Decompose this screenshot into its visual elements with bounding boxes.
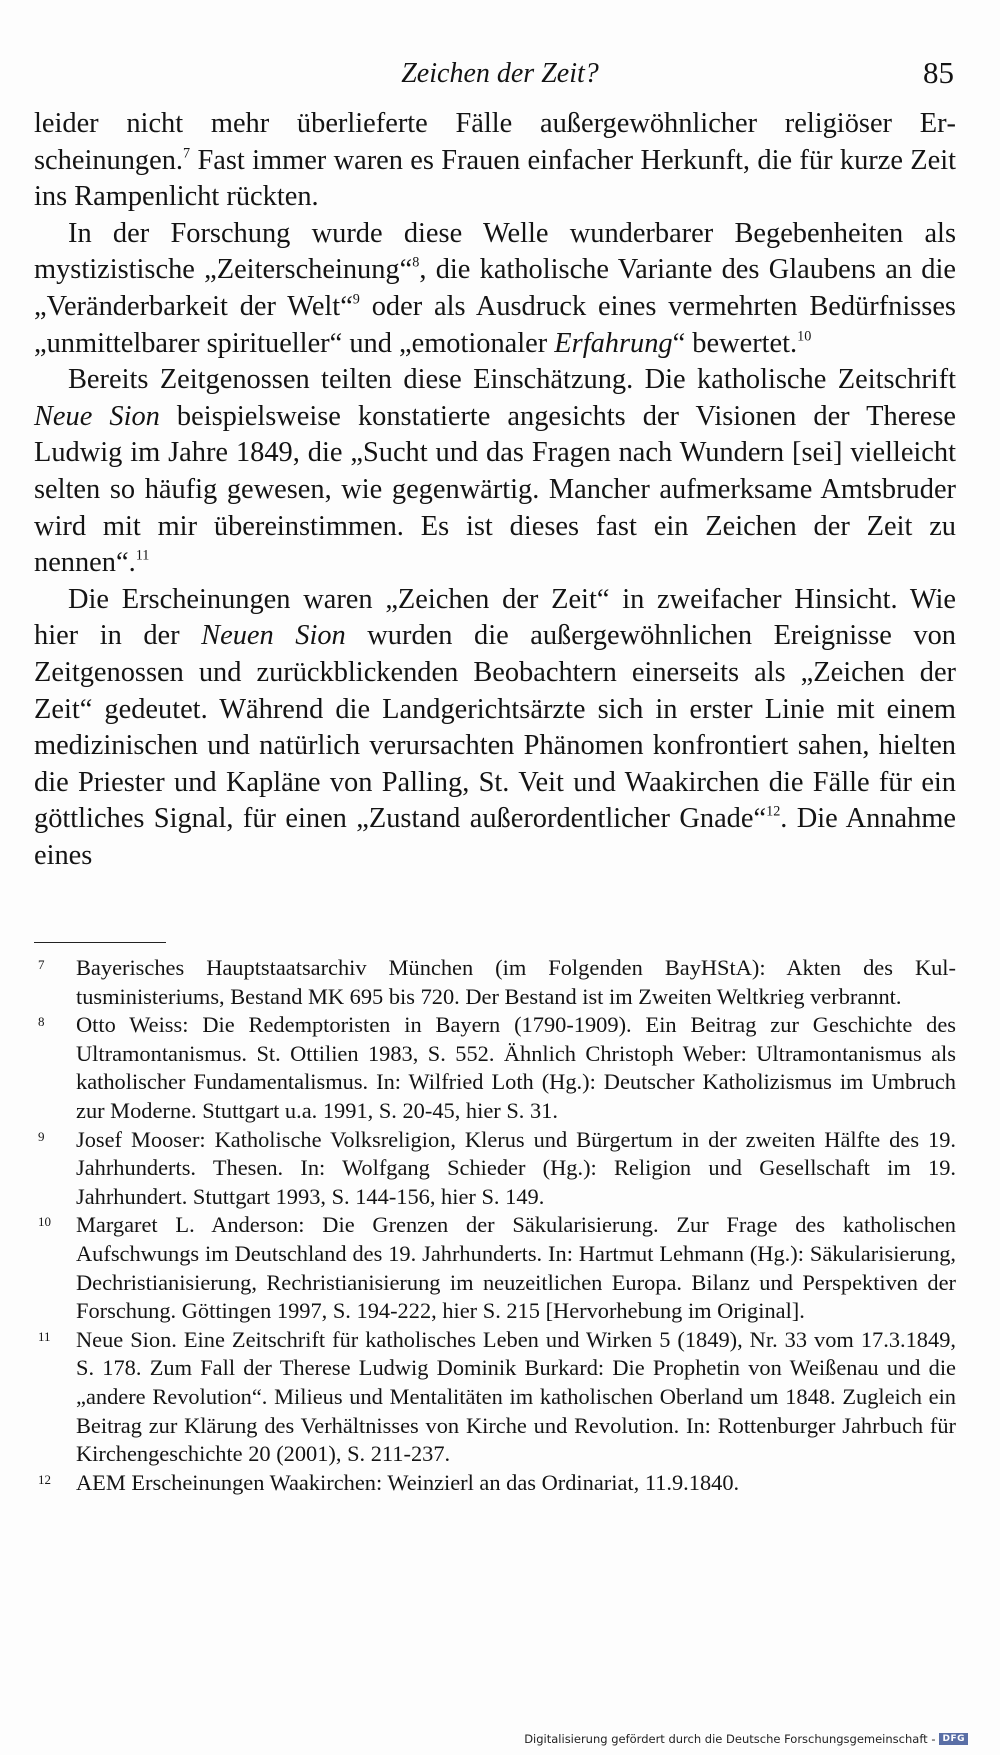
footnote-ref-9[interactable]: 9 [352, 291, 360, 308]
footnote-number: 10 [38, 1214, 51, 1230]
footnote-text: AEM Erscheinungen Waakirchen: Weinzierl an das Ordinariat, 11.9.1840. [76, 1469, 740, 1495]
footnote-11 [34, 1326, 956, 1469]
credit-text: Digitalisierung gefördert durch die Deutsche Forschungsgemeinschaft - [524, 1732, 936, 1746]
footnote-number: 9 [38, 1128, 45, 1144]
paragraph-3: Bereits Zeitgenossen teilten diese Einschätzung. Die katholische Zeitschrift Neue Sion beispielsweise konstatierte angesichts der Visionen der Therese Ludwig im Jahre 1849, die „Sucht und das Fragen nach Wundern [sei] vielleicht selten so häufig gewesen, wie gegenwärtig. Mancher aufmerksame Amtsbruder wird mit mir übereinstimmen. Es ist dieses fast ein Zeichen der Zeit zu nennen“.$^{11}$ [34, 364, 957, 579]
running-title: Zeichen der Zeit? [401, 58, 599, 89]
footnote-text: Neue Sion. Eine Zeitschrift für katholisches Leben und Wirken 5 (1849), Nr. 33 vom 17.3.1849, S. 178. Zum Fall der Therese Ludwig Dominik Burkard: Die Prophetin von Weißenau und die „andere Revolution“. Milieus und Mentalitäten im katholischen Oberland um 1848. Zugleich ein Beitrag zur Klärung des Verhältnisses von Kirche und Revolution. In: Rottenburger Jahrbuch für Kirchengeschichte 20 (2001), S. 211-237. [76, 1326, 956, 1467]
footnote-number: 12 [38, 1471, 51, 1487]
footnote-number: 8 [38, 1014, 45, 1030]
page-number: 85 [923, 55, 954, 90]
footnote-text: Bayerisches Hauptstaatsarchiv München (im Folgenden BayHStA): Akten des Kultusministeriums, Bestand MK 695 bis 720. Der Bestand ist im Zweiten Weltkrieg verbrannt. [76, 955, 956, 1009]
footnote-7 [34, 954, 956, 1011]
footnote-number: 11 [38, 1328, 51, 1344]
footnote-ref-8[interactable]: 8 [412, 255, 420, 272]
footnote-10 [34, 1211, 956, 1325]
footnote-8 [34, 1011, 956, 1125]
running-head [0, 56, 1000, 96]
footnote-text: Otto Weiss: Die Redemptoristen in Bayern (1790-1909). Ein Beitrag zur Geschichte des Ultramontanismus. St. Ottilien 1983, S. 552. Ähnlich Christoph Weber: Ultramontanismus als katholischer Fundamentalismus. In: Wilfried Loth (Hg.): Deutscher Katholizismus im Umbruch zur Moderne. Stuttgart u.a. 1991, S. 20-45, hier S. 31. [76, 1012, 956, 1123]
footnote-ref-7[interactable]: 7 [183, 145, 191, 162]
footnotes [34, 954, 956, 1497]
footnote-text: Josef Mooser: Katholische Volksreligion, Klerus und Bürgertum in der zweiten Hälfte des 19. Jahrhunderts. Thesen. In: Wolfgang Schieder (Hg.): Religion und Gesellschaft im 19. Jahrhundert. Stuttgart 1993, S. 144-156, hier S. 149. [76, 1126, 956, 1209]
footnote-divider [34, 942, 166, 943]
digitization-credit [524, 1732, 968, 1746]
paragraph-1: leider nicht mehr überlieferte Fälle außergewöhnlicher religiöser Erscheinungen.$^7$ Fast immer waren es Frauen einfacher Herkunft, die für kurze Zeit ins Rampenlicht rückten. [34, 108, 956, 213]
footnote-ref-12[interactable]: 12 [766, 803, 781, 820]
footnote-12 [34, 1469, 956, 1498]
footnote-number: 7 [38, 957, 45, 972]
footnote-ref-11[interactable]: 11 [135, 547, 150, 564]
footnote-text: Margaret L. Anderson: Die Grenzen der Säkularisierung. Zur Frage des katholischen Aufschwungs im Deutschland des 19. Jahrhunderts. In: Hartmut Lehmann (Hg.): Säkularisierung, Dechristianisierung, Rechristianisierung im neuzeitlichen Europa. Bilanz und Perspektiven der Forschung. Göttingen 1997, S. 194-222, hier S. 215 [Hervorhebung im Original]. [76, 1212, 956, 1324]
footnote-ref-10[interactable]: 10 [797, 328, 812, 345]
paragraph-2: In der Forschung wurde diese Welle wunderbarer Begebenheiten als mystizistische „Zeiterscheinung“$^8$, die katholische Variante des Glaubens an die „Veränderbarkeit der Welt“$^9$ oder als Ausdruck eines vermehrten Bedürfnisses „unmittelbarer spiritueller“ und „emotionaler Erfahrung“ bewertet.$^{10}$ [34, 217, 956, 359]
paragraph-4: Die Erscheinungen waren „Zeichen der Zeit“ in zweifacher Hinsicht. Wie hier in der Neuen Sion wurden die außergewöhnlichen Ereignisse von Zeitgenossen und zurückblickenden Beobachtern einerseits als „Zeichen der Zeit“ gedeutet. Während die Landgerichtsärzte sich in erster Linie mit einem medizinischen und natürlich verursachten Phänomen konfrontiert sahen, hielten die Priester und Kapläne von Palling, St. Veit und Waakirchen die Fälle für ein göttliches Signal, für einen „Zustand außerordentlicher Gnade“$^{12}$. Die Annahme eines [34, 583, 957, 871]
dfg-logo-icon: DFG [939, 1733, 968, 1745]
body-text [34, 106, 956, 874]
footnote-9 [34, 1126, 956, 1212]
